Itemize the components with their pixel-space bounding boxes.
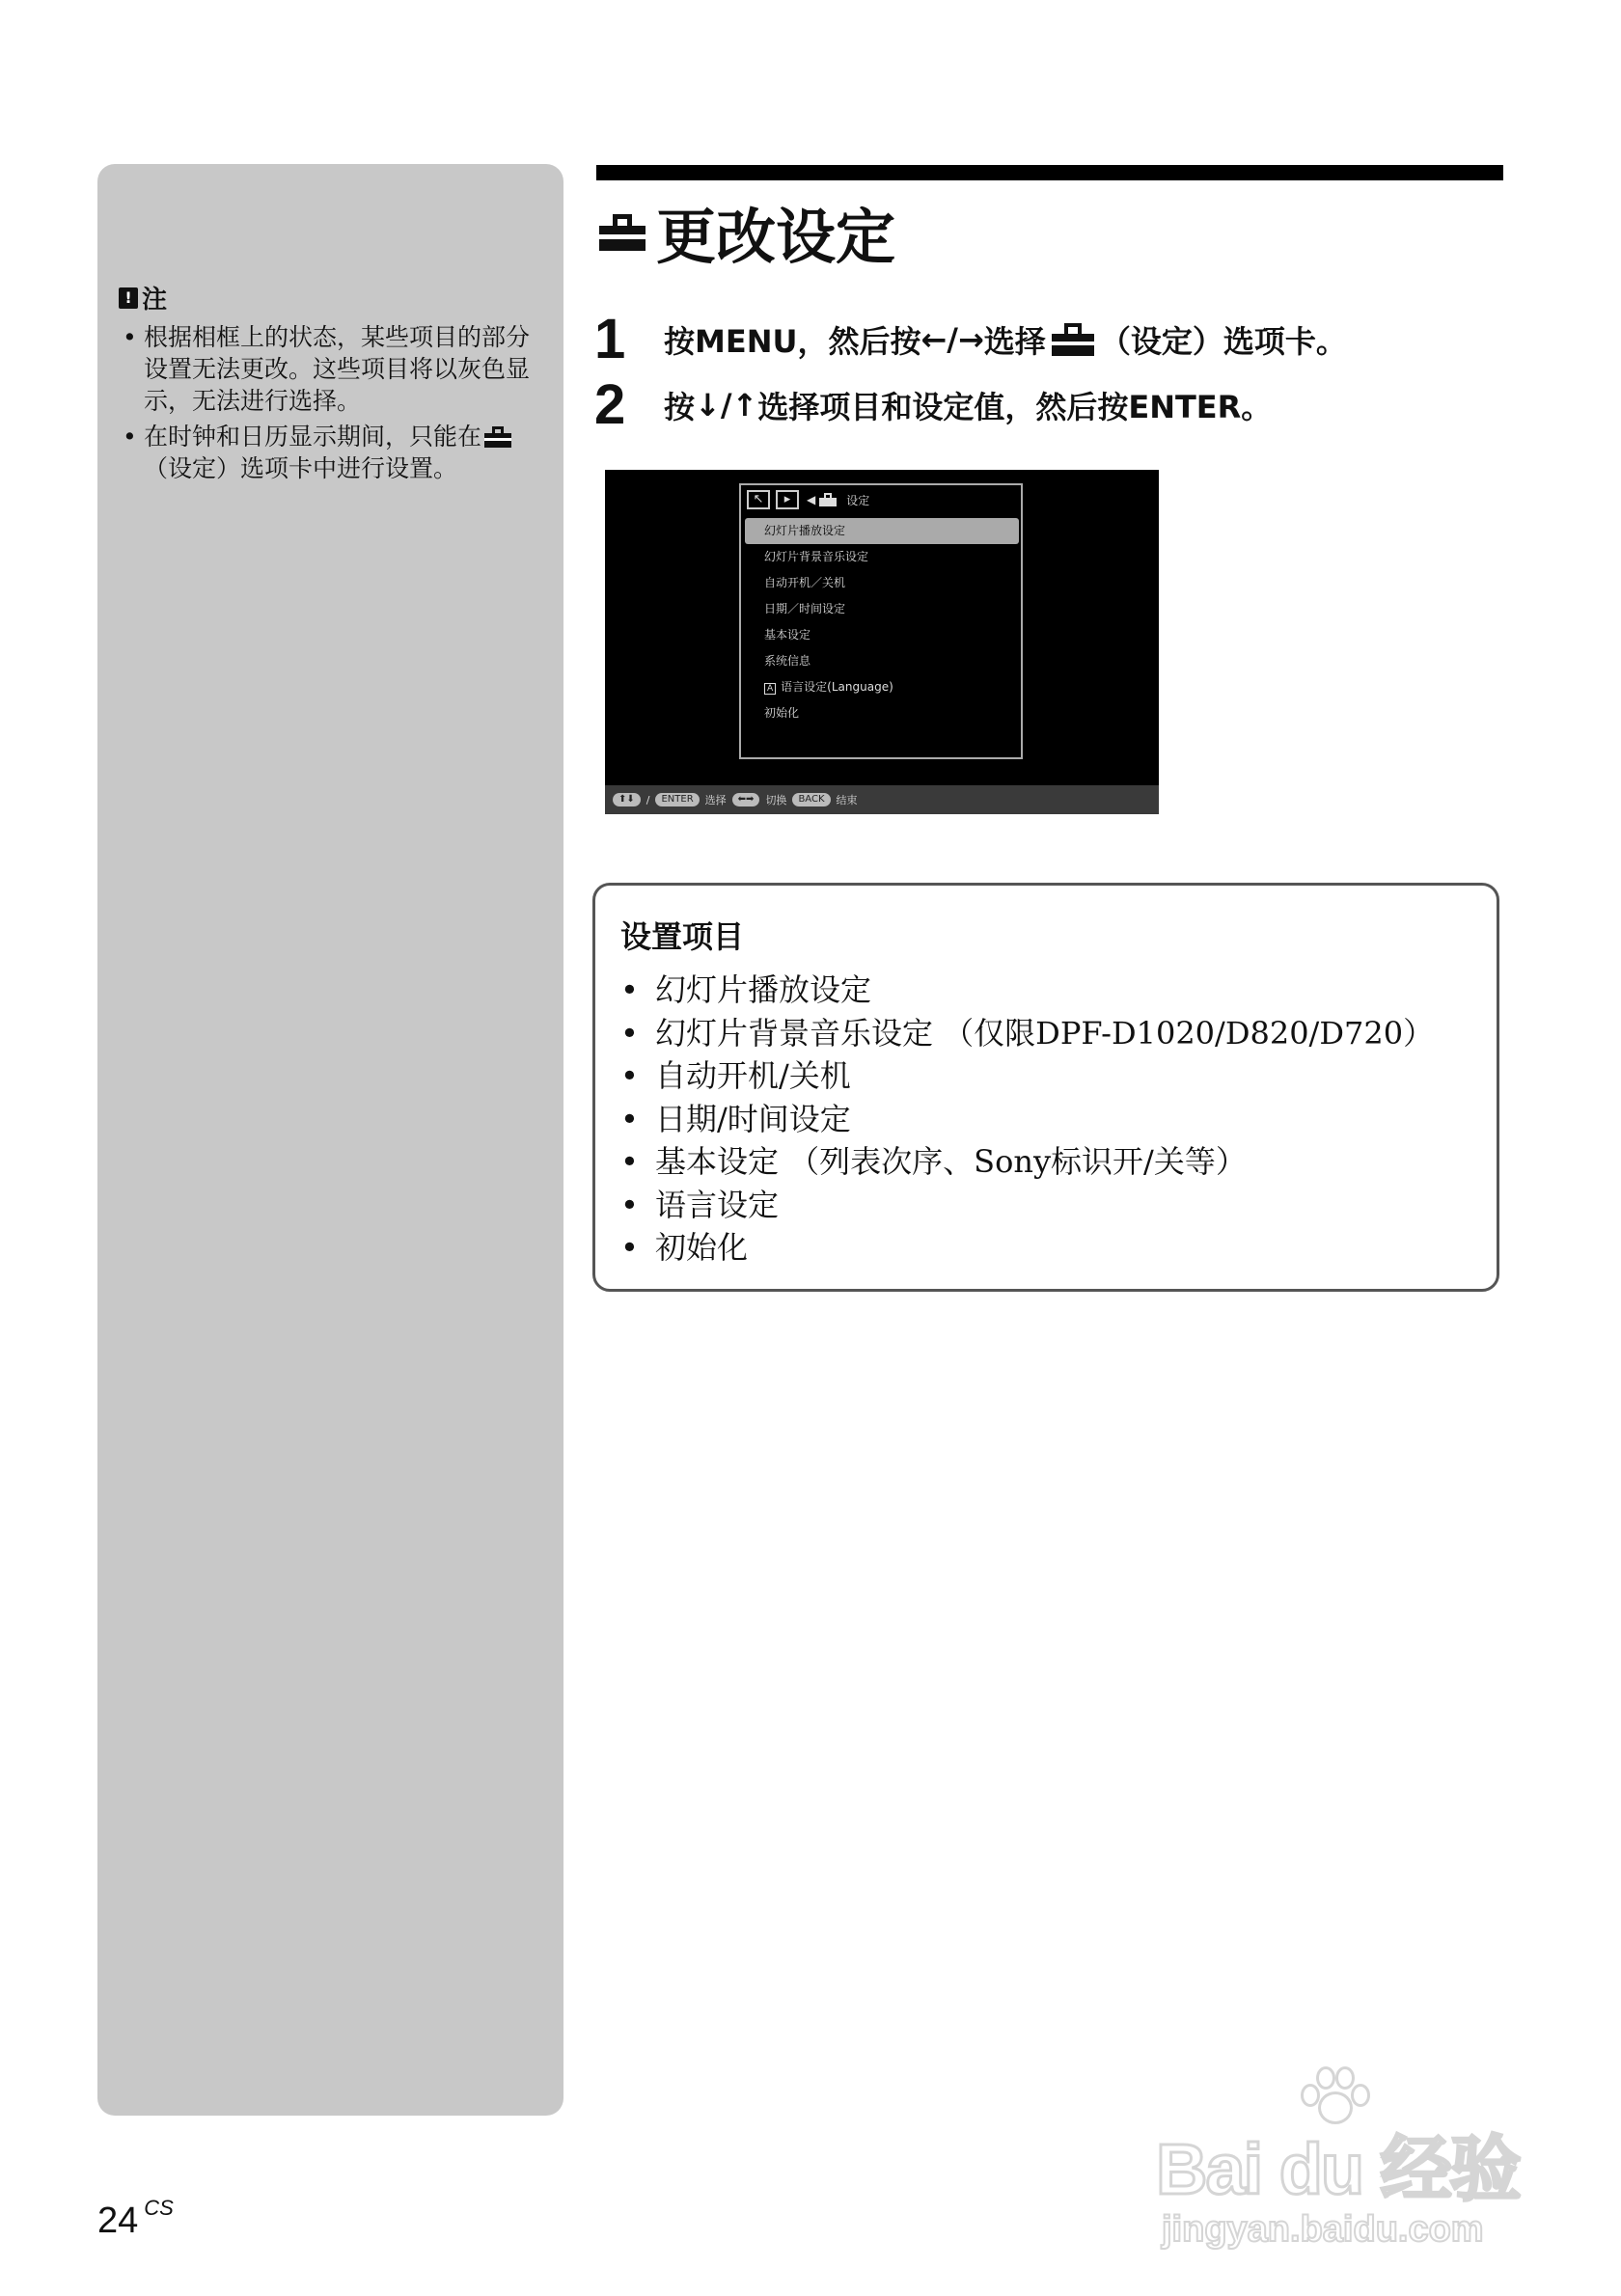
- list-item: • 幻灯片背景音乐设定 （仅限DPF-D1020/D820/D720）: [620, 1012, 1434, 1055]
- toolbox-icon: [1052, 323, 1094, 356]
- step-text-b: 选择: [983, 322, 1046, 360]
- page-number-value: 24: [97, 2200, 139, 2241]
- settings-menu-list: [745, 518, 1019, 726]
- menu-item[interactable]: 日期／时间设定: [764, 602, 846, 615]
- device-screen: [605, 470, 1159, 814]
- menu-item[interactable]: 初始化: [764, 706, 800, 720]
- step-text-c: （设定）选项卡。: [1099, 322, 1347, 360]
- note-list: [119, 321, 543, 484]
- screen-help-bar: [605, 785, 1159, 814]
- bar-separator: /: [646, 793, 650, 806]
- step-1: [594, 307, 1347, 371]
- settings-items-list: [620, 969, 1434, 1270]
- back-button-icon: BACK: [792, 793, 830, 806]
- list-item: • 自动开机/关机: [620, 1054, 1434, 1098]
- menu-item[interactable]: 基本设定: [764, 628, 811, 642]
- tab-left-arrow-icon: ◀: [807, 493, 816, 506]
- select-hint: 选择: [704, 794, 727, 806]
- menu-tabs: [741, 485, 1021, 514]
- step-text-b: 选择项目和设定值，然后按ENTER。: [757, 388, 1273, 425]
- toolbox-icon: [599, 214, 646, 251]
- settings-items-box: [592, 883, 1499, 1292]
- settings-menu-panel: [739, 483, 1023, 759]
- page-title-text: 更改设定: [656, 202, 896, 272]
- menu-item[interactable]: [745, 674, 1019, 700]
- menu-item[interactable]: 系统信息: [764, 654, 811, 668]
- menu-item[interactable]: 幻灯片背景音乐设定: [764, 550, 869, 563]
- end-hint: 结束: [836, 794, 858, 806]
- settings-tab-icon[interactable]: [819, 493, 837, 506]
- caution-icon: !: [119, 287, 138, 309]
- settings-items-title: 设置项目: [620, 918, 745, 955]
- note-title: 注: [142, 286, 168, 314]
- settings-tab-label: 设定: [846, 493, 870, 507]
- watermark-url: jingyan.baidu.com: [1162, 2209, 1484, 2250]
- menu-item[interactable]: 自动开机／关机: [764, 576, 846, 589]
- switch-hint: 切换: [765, 794, 787, 806]
- page-lang-code: CS: [144, 2196, 174, 2220]
- step-text-a: 按MENU，然后按: [664, 322, 921, 360]
- toolbox-icon: [484, 426, 511, 448]
- list-item: • 日期/时间设定: [620, 1098, 1434, 1141]
- step-number: 2: [594, 373, 626, 436]
- step-2: [594, 372, 1272, 437]
- step-text-a: 按: [664, 388, 696, 425]
- menu-item-label: 语言设定(Language): [781, 680, 893, 694]
- enter-button-icon: ENTER: [655, 793, 699, 806]
- title-rule: [596, 165, 1503, 180]
- list-item: • 幻灯片播放设定: [620, 969, 1434, 1012]
- note-item-before: 在: [457, 423, 482, 451]
- left-right-button-icon: ⬅➡: [732, 793, 760, 806]
- language-icon: A: [764, 683, 776, 695]
- note-item-after: （设定）选项卡中进行设置。: [144, 454, 458, 482]
- note-item-lead: 在时钟和日历显示期间，只能: [144, 423, 458, 451]
- note-item: • 根据相框上的状态，某些项目的部分设置无法更改。这些项目将以灰色显示，无法进行选择。: [119, 321, 543, 417]
- note-heading: [119, 280, 543, 315]
- step-text: [664, 383, 1272, 427]
- up-down-arrows-icon: ↓/↑: [695, 386, 758, 424]
- list-item: • 语言设定: [620, 1184, 1434, 1227]
- page-number: [97, 2196, 174, 2242]
- baidu-watermark: [1156, 2064, 1542, 2257]
- list-item: • 初始化: [620, 1226, 1434, 1270]
- list-item: • 基本设定 （列表次序、Sony标识开/关等）: [620, 1140, 1434, 1184]
- note-section: [119, 280, 543, 488]
- edit-tab-icon[interactable]: ↖: [747, 490, 770, 509]
- note-item: [119, 421, 543, 484]
- page-title: [596, 189, 895, 275]
- step-number: 1: [594, 308, 626, 370]
- menu-item[interactable]: 幻灯片播放设定: [745, 518, 1019, 544]
- slideshow-tab-icon[interactable]: ▸: [776, 490, 799, 509]
- left-right-arrows-icon: ←/→: [920, 320, 984, 358]
- note-sidebar: [97, 164, 563, 2116]
- step-text: [664, 317, 1347, 362]
- watermark-brand: Bai du 经验: [1156, 2129, 1520, 2209]
- up-down-button-icon: ⬆⬇: [613, 793, 641, 806]
